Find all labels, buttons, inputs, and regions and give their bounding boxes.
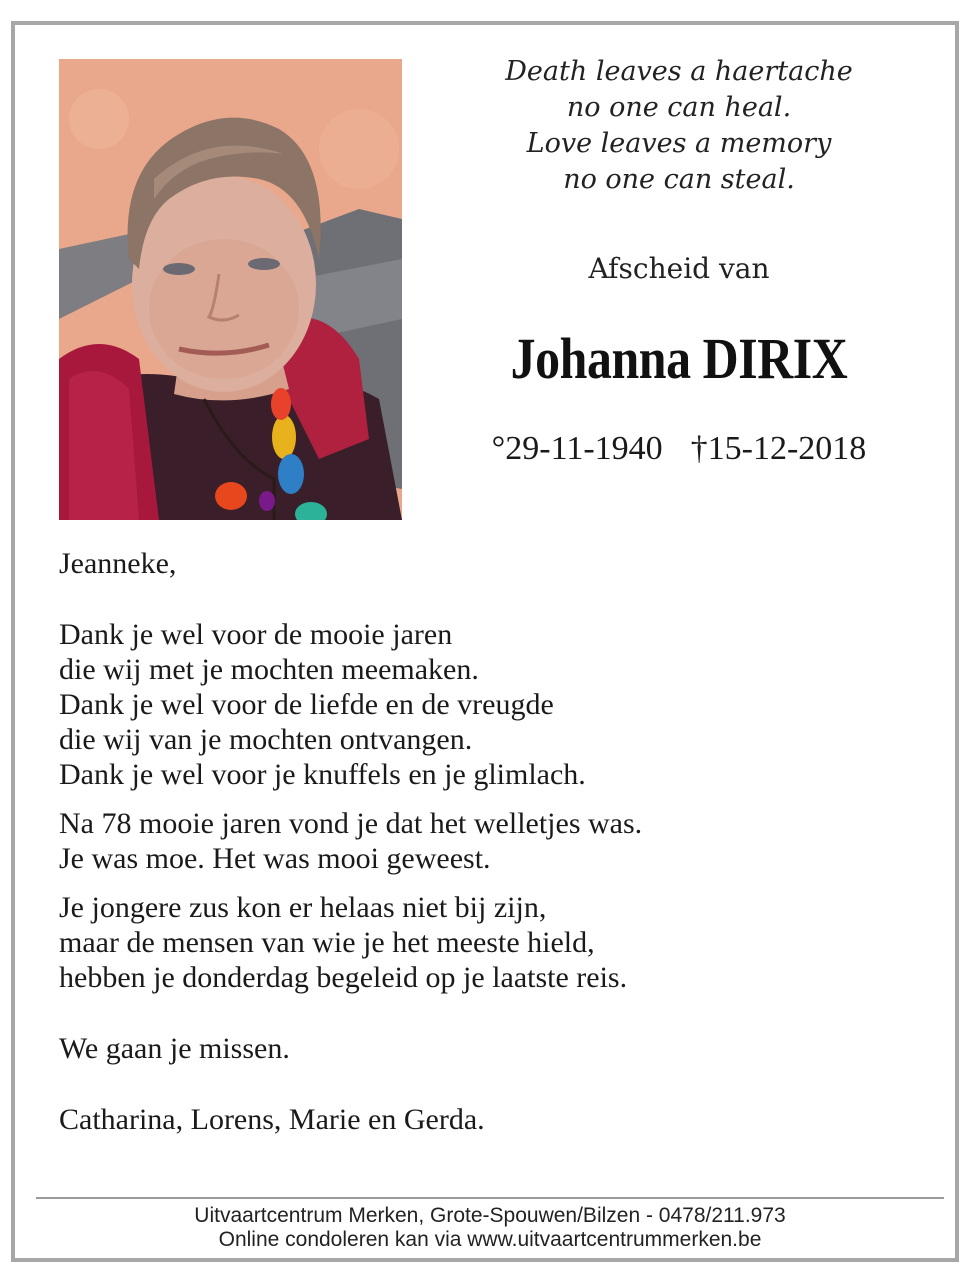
footer xyxy=(36,1204,944,1252)
message-line: Dank je wel voor de liefde en de vreugde xyxy=(59,688,554,721)
funeral-home-info: Uitvaartcentrum Merken, Grote-Spouwen/Bilzen - 0478/211.973 xyxy=(194,1204,786,1227)
message-line: die wij van je mochten ontvangen. xyxy=(59,723,473,756)
message-line: hebben je donderdag begeleid op je laatste reis. xyxy=(59,961,628,994)
death-date: †15-12-2018 xyxy=(690,430,867,467)
poem-line: no one can steal. xyxy=(563,164,795,195)
message-line: Je was moe. Het was mooi geweest. xyxy=(59,842,491,875)
poem xyxy=(440,54,918,198)
message-line: Dank je wel voor de mooie jaren xyxy=(59,618,453,651)
life-dates xyxy=(440,430,918,468)
closing-line: We gaan je missen. xyxy=(59,1032,290,1065)
paragraph-years xyxy=(59,806,939,876)
deceased-name: Johanna DIRIX xyxy=(510,326,848,391)
portrait-photo xyxy=(59,59,402,520)
message-body xyxy=(59,546,939,1137)
farewell-heading: Afscheid van xyxy=(588,252,770,285)
paragraph-thanks xyxy=(59,617,939,792)
condolence-link[interactable]: Online condoleren kan via www.uitvaartcentrummerken.be xyxy=(218,1228,762,1251)
message-line: die wij met je mochten meemaken. xyxy=(59,653,479,686)
birth-date: °29-11-1940 xyxy=(491,430,663,467)
poem-line: Love leaves a memory xyxy=(526,128,832,159)
message-line: Je jongere zus kon er helaas niet bij zijn, xyxy=(59,891,547,924)
paragraph-sister xyxy=(59,890,939,995)
message-line: Dank je wel voor je knuffels en je glimlach. xyxy=(59,758,586,791)
poem-line: Death leaves a haertache xyxy=(505,56,853,87)
signature: Catharina, Lorens, Marie en Gerda. xyxy=(59,1103,485,1136)
greeting: Jeanneke, xyxy=(59,547,177,580)
message-line: maar de mensen van wie je het meeste hield, xyxy=(59,926,595,959)
poem-line: no one can heal. xyxy=(566,92,792,123)
footer-divider xyxy=(36,1197,944,1199)
message-line: Na 78 mooie jaren vond je dat het welletjes was. xyxy=(59,807,643,840)
